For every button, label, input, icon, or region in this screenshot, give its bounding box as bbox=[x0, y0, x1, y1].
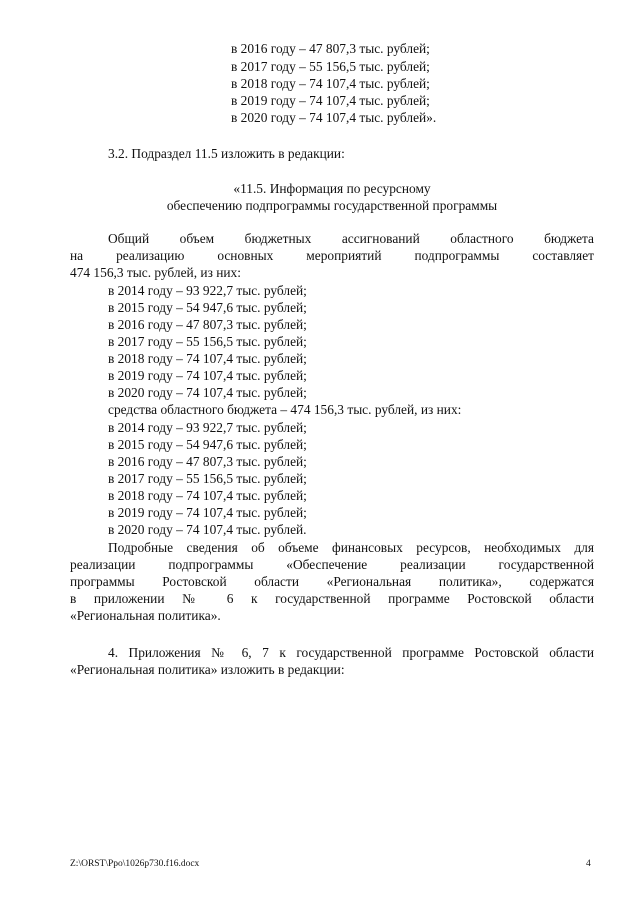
regional-intro: средства областного бюджета – 474 156,3 тыс. рублей, из них: bbox=[108, 402, 462, 417]
regional-list-item: в 2018 году – 74 107,4 тыс. рублей; bbox=[108, 488, 307, 503]
regional-list-item: в 2014 году – 93 922,7 тыс. рублей; bbox=[108, 420, 307, 435]
details-paragraph-line3: программы Ростовской области «Региональная политика», содержатся bbox=[70, 574, 594, 589]
total-list-item: в 2017 году – 55 156,5 тыс. рублей; bbox=[108, 334, 307, 349]
regional-list-item: в 2020 году – 74 107,4 тыс. рублей. bbox=[108, 522, 307, 537]
item-4-line1: 4. Приложения № 6, 7 к государственной программе Ростовской области bbox=[108, 645, 594, 660]
top-list-item: в 2016 году – 47 807,3 тыс. рублей; bbox=[231, 41, 430, 56]
item-3-2: 3.2. Подраздел 11.5 изложить в редакции: bbox=[108, 146, 345, 161]
top-list-item: в 2019 году – 74 107,4 тыс. рублей; bbox=[231, 93, 430, 108]
details-paragraph-line2: реализации подпрограммы «Обеспечение реализации государственной bbox=[70, 557, 594, 572]
total-list-item: в 2016 году – 47 807,3 тыс. рублей; bbox=[108, 317, 307, 332]
regional-list-item: в 2017 году – 55 156,5 тыс. рублей; bbox=[108, 471, 307, 486]
regional-list-item: в 2016 году – 47 807,3 тыс. рублей; bbox=[108, 454, 307, 469]
total-list-item: в 2014 году – 93 922,7 тыс. рублей; bbox=[108, 283, 307, 298]
total-paragraph-line3: 474 156,3 тыс. рублей, из них: bbox=[70, 265, 241, 280]
total-list-item: в 2018 году – 74 107,4 тыс. рублей; bbox=[108, 351, 307, 366]
top-list-item: в 2017 году – 55 156,5 тыс. рублей; bbox=[231, 59, 430, 74]
details-paragraph-line1: Подробные сведения об объеме финансовых ресурсов, необходимых для bbox=[108, 540, 594, 555]
footer-file-path: Z:\ORST\Ppo\1026p730.f16.docx bbox=[70, 859, 200, 869]
section-heading-line1: «11.5. Информация по ресурсному bbox=[233, 181, 431, 196]
total-list-item: в 2015 году – 54 947,6 тыс. рублей; bbox=[108, 300, 307, 315]
top-list-item: в 2018 году – 74 107,4 тыс. рублей; bbox=[231, 76, 430, 91]
section-heading-line2: обеспечению подпрограммы государственной программы bbox=[166, 198, 498, 213]
item-4-line2: «Региональная политика» изложить в редакции: bbox=[70, 662, 345, 677]
total-paragraph-line1: Общий объем бюджетных ассигнований областного бюджета bbox=[108, 231, 594, 246]
details-paragraph-line5: «Региональная политика». bbox=[70, 608, 221, 623]
total-list-item: в 2020 году – 74 107,4 тыс. рублей; bbox=[108, 385, 307, 400]
total-paragraph-line2: на реализацию основных мероприятий подпрограммы составляет bbox=[70, 248, 594, 263]
total-list-item: в 2019 году – 74 107,4 тыс. рублей; bbox=[108, 368, 307, 383]
details-paragraph-line4: в приложении № 6 к государственной программе Ростовской области bbox=[70, 591, 594, 606]
regional-list-item: в 2015 году – 54 947,6 тыс. рублей; bbox=[108, 437, 307, 452]
top-list-item: в 2020 году – 74 107,4 тыс. рублей». bbox=[231, 110, 437, 125]
page-number: 4 bbox=[586, 859, 591, 869]
regional-list-item: в 2019 году – 74 107,4 тыс. рублей; bbox=[108, 505, 307, 520]
